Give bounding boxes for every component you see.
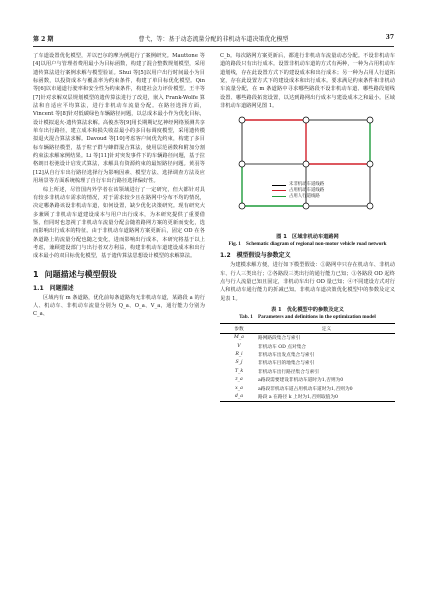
figure-1 — [220, 112, 395, 232]
paragraph: 为建模求解方便，进行如下模型假设：①路网中只存在机动车、非机动车、行人三类出行；②各路段三类出行的通行能力已知；③各路段 OD 起终点与行人流量已知且固定，非机动车出行 OD 量已知；④不同建设方式对行人和机动车通行能力的折减已知。非机动车道决策优化模型中的参数及定义见表 1。 — [220, 262, 395, 302]
figure-legend — [272, 182, 324, 199]
param-definition: 非机动车出发点集合与索引 — [258, 353, 315, 359]
table-row — [220, 384, 395, 392]
node — [303, 117, 309, 123]
subsection-title: 模型假设与参数定义 — [236, 252, 291, 260]
page-number: 37 — [385, 34, 394, 41]
node — [367, 161, 373, 167]
table-header-row — [220, 324, 395, 334]
node — [303, 203, 309, 209]
figure-caption — [220, 234, 395, 248]
param-symbol: M_a — [234, 335, 244, 341]
table-title-cn: 表 1 优化模型中的参数及定义 — [271, 307, 344, 314]
subsection-number: 1.2 — [220, 252, 231, 260]
param-symbol: S_j — [235, 360, 243, 366]
table-title — [220, 307, 395, 321]
figure-caption-en: Fig. 1 Schematic diagram of regional non-motor vehicle road network — [228, 241, 387, 248]
section-number: 1 — [33, 269, 39, 279]
param-definition: 非机动车出行路径集合与索引 — [258, 369, 319, 375]
table-row — [220, 343, 395, 351]
legend-swatch-green — [272, 196, 286, 197]
paragraph: C_b。每次路网方案更新后，都进行非机动车流量动态分配。不设非机动车道的路段只有出行成本。设置非机动车道的方式有两种，一种为占用机动车道划线，存在此设置方式下的建设成本和出行成本；另一种为占用人行道拓宽，存在此设置方式下的建设成本和出行成本。要求满足约束条件和非机动车流量分配，在 m 条道路中寻求哪些路段不设非机动车道、哪些路段划线设置、哪些路段拓宽设置，以达到路网出行成本与建设成本之和最小。区域非机动车道路网见图 1。 — [220, 53, 395, 110]
running-header — [33, 34, 394, 47]
param-definition: 路段 a 在路径 k 上时为1,否则取值为0 — [258, 393, 395, 402]
legend-swatch-red — [272, 190, 286, 191]
node — [303, 161, 309, 167]
issue-number: 第 2 期 — [33, 36, 54, 43]
legend-label: 占用机动车道线路 — [289, 188, 325, 193]
table-row — [220, 368, 395, 376]
param-definition: a路段需要建设非机动车道时为1,否则为0 — [258, 378, 344, 384]
subsection-heading — [220, 250, 395, 259]
section-heading — [33, 269, 205, 280]
left-column — [33, 52, 205, 319]
legend-label: 占用人行道线路 — [289, 193, 320, 199]
table-row — [220, 359, 395, 367]
parameter-table — [220, 323, 395, 402]
node — [367, 117, 373, 123]
subsection-heading — [33, 283, 205, 292]
paragraph: 区域内有 m 条道路，优化前每条道路均无非机动车道，某路段 a 的行人、机动车、非机动车流量分别为 Q_a、O_a、V_a，通行能力分别为 C_a、 — [33, 294, 205, 318]
param-symbol: R_i — [235, 352, 243, 358]
legend-label: 未非机动车道线路 — [289, 182, 325, 188]
node — [239, 203, 245, 209]
table-header: 定义 — [258, 324, 395, 334]
running-title: 曹弋，等：基于动态流量分配的非机动车道决策优化模型 — [138, 36, 289, 43]
subsection-number: 1.1 — [33, 284, 44, 292]
table-row — [220, 376, 395, 384]
table-row — [220, 393, 395, 402]
legend-swatch-black — [272, 185, 286, 186]
right-column — [220, 52, 395, 402]
param-symbol: x_a — [235, 385, 243, 391]
section-title: 问题描述与模型假设 — [44, 269, 117, 279]
node — [367, 203, 373, 209]
subsection-title: 问题描述 — [49, 284, 74, 292]
table-row — [220, 334, 395, 343]
param-definition: a路段非机动车道占用机动车道时为1,否则为0 — [258, 386, 353, 392]
table-title-en: Tab. 1 Parameters and definitions in the optimization model — [239, 314, 376, 321]
param-symbol: V — [237, 343, 241, 349]
node — [239, 161, 245, 167]
legend-item — [272, 194, 324, 200]
figure-caption-cn: 图 1 区域非机动车道路网 — [276, 234, 339, 241]
param-definition: 非机动车目的地集合与索引 — [258, 361, 315, 367]
param-symbol: T_k — [234, 368, 244, 374]
param-symbol: d_a — [220, 393, 258, 402]
node — [239, 117, 245, 123]
param-definition: 非机动车 OD 点对集合 — [258, 344, 307, 350]
paragraph: 了车道设置优化模型，并以巴尔的摩为例进行了案例研究。Mauttone 等[4]以用户与管理者费用最小为目标函数，构建了混合整数规划模型，采用遗传算法进行案例求解与模型验证。Shui 等[5]以用户出行时间最小为目标函数，以投资成本与覆盖率为约束条件，构建了单目标优化模型。Qin 等[6]以市通道行驶率和安全性为约束条件，构建社会力评价模型。王丰等[7]针对求解双层规划模型的遗传算法进行了改进，嵌入 Frank-Wolfe 算法和自适应平均算法，进行非机动车流量分配。在路径选择方面，Vincent 等[8]针对低碳绿色车辆路径问题，以总成本最小作为优化目标，设计模拟退火-遗传算法求解。高俊杰等[9]用长期期记忆神经网络预测共享单车出行路径，建立成本和损失收益最小的多目标调度模型，采用遗传模拟退火混合算法求解。Davoud 等[10]考虑客户间优先约束，构建了多目标车辆路径模型，基于粒子群与蜂群混合算法，使用层范函数和附加分割约束法求解家例结果。Li 等[11]针对突发事件下的车辆路径问题，基于拉格朗日松弛设计启发式算法，求解具有资源约束的最短路径问题。黄羽等[12]从自行车出行路径选择行为影响因素、模型方法、选择调查方法及应用场景等方面系统梳理了自行车出行路径选择偏好性。 — [33, 53, 205, 185]
table-header: 参数 — [220, 324, 258, 334]
paragraph: 综上所述，尽管国内外学者在该领域进行了一定研究，但大都针对具有较多非机动车需求的情况，对于需求较少且在路网中分布不均的情况，决定哪条路该设非机动车道，如何设置，缺少优化决策研究。现有研究大多兼顾了非机动车道建设成本与用户出行成本，为本研究提供了重要借鉴，但同时也忽视了非机动车流量分配会随着路网方案的更新而变化，选而影响出行成本的特征。由于非机动车道路网方案更新后，固定 OD 在各条道路上的流量分配也随之变化，进而影响出行成本，本研究将基于以上考虑，兼顾建设部门与出行者双方利益，构建非机动车道建设成本和出行成本最小的双目标优化模型，基于遗传算法思想设计模型的求解算法。 — [33, 186, 205, 260]
param-symbol: z_a — [235, 377, 243, 383]
param-definition: 路网路段集合与索引 — [258, 336, 301, 342]
table-row — [220, 351, 395, 359]
